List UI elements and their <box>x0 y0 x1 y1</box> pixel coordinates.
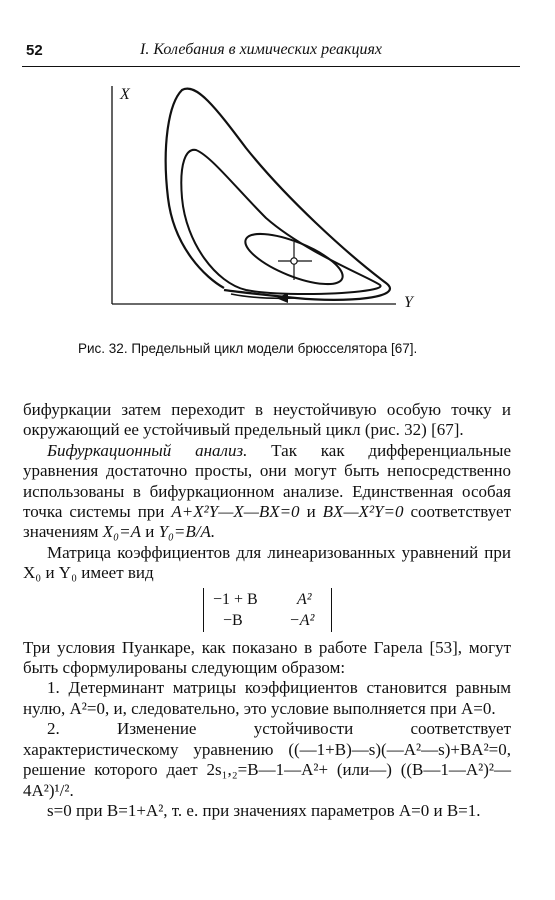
limit-cycle-plot <box>96 78 436 323</box>
x-axis-label: Y <box>404 294 413 311</box>
text-run: Так как дифференциальные уравнения достаточно просты, они могут быть непосредственно использованы в бифуркационном анализе. Единственная особая точка системы при <box>23 440 511 522</box>
matrix-cell: −B <box>223 611 243 629</box>
body-text <box>23 400 511 821</box>
coefficient-matrix <box>203 588 333 632</box>
matrix-cell: −A² <box>289 611 315 629</box>
text-run: и <box>140 522 159 542</box>
paragraph: 2. Изменение устойчивости соответствует характеристическому уравнению ((—1+B)—s)(—A²—s)+BA²=0, решение которого дает 2s₁,₂=B—1—A²+ (или—) ((B—1—A²)²—4A²)¹/². <box>23 719 511 800</box>
matrix-left-bar <box>203 588 204 632</box>
equation: Y₀=B/A. <box>158 522 216 542</box>
running-head: I. Колебания в химических реакциях <box>140 41 383 58</box>
text-run: и <box>299 502 323 522</box>
matrix-cell: −1 + B <box>213 590 258 608</box>
page-number: 52 <box>26 42 43 59</box>
outer-trajectory <box>166 89 390 300</box>
figure-limit-cycle <box>96 78 436 323</box>
paragraph: s=0 при B=1+A², т. е. при значениях параметров A=0 и B=1. <box>47 800 481 820</box>
matrix-cell: A² <box>297 590 312 608</box>
paragraph <box>23 441 511 543</box>
equation: BX—X²Y=0 <box>322 502 404 522</box>
text-run: соответствует значениям <box>23 502 511 542</box>
paragraph: бифуркации затем переходит в неустойчивую особую точку и окружающий ее устойчивый предельный цикл (рис. 32) [67]. <box>23 400 511 440</box>
fixed-point <box>291 258 297 264</box>
y-axis-label: X <box>120 86 130 103</box>
equation: A+X²Y—X—BX=0 <box>171 502 300 522</box>
section-lead: Бифуркационный анализ. <box>47 440 248 460</box>
figure-caption: Рис. 32. Предельный цикл модели брюсселятора [67]. <box>78 341 418 356</box>
page-header <box>22 38 520 67</box>
paragraph: 1. Детерминант матрицы коэффициентов становится равным нулю, A²=0, и, следовательно, это условие выполняется при A=0. <box>23 678 511 718</box>
paragraph: Матрица коэффициентов для линеаризованных уравнений при X₀ и Y₀ имеет вид <box>23 542 511 583</box>
matrix-right-bar <box>331 588 332 632</box>
equation: X₀=A <box>102 522 141 542</box>
paragraph: Три условия Пуанкаре, как показано в работе Гарела [53], могут быть сформулированы следующим образом: <box>23 637 511 678</box>
